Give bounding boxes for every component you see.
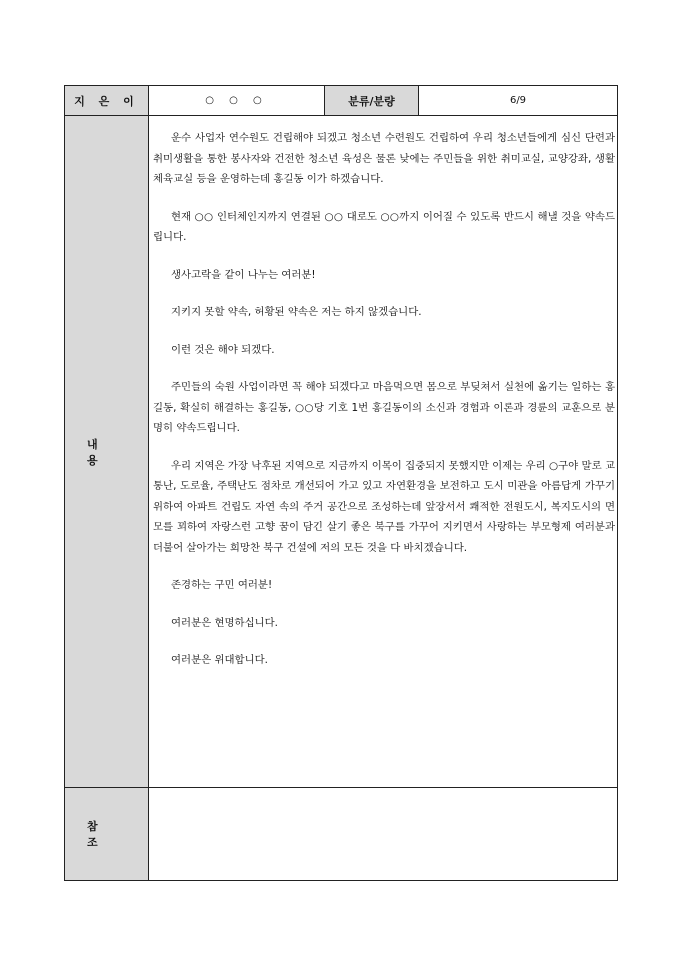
paragraph: 현재 ○○ 인터체인지까지 연결된 ○○ 대로도 ○○까지 이어질 수 있도록 반드시 해낼 것을 약속드립니다. [153, 210, 615, 243]
category-label: 분류/분량 [325, 86, 419, 115]
content-row [65, 116, 617, 788]
author-value: ○ ○ ○ [149, 86, 325, 115]
paragraph: 여러분은 현명하십니다. [171, 616, 278, 629]
paragraph: 여러분은 위대합니다. [171, 654, 268, 666]
paragraph: 이런 것은 해야 되겠다. [171, 343, 275, 356]
paragraph: 운수 사업자 연수원도 건립해야 되겠고 청소년 수련원도 건립하여 우리 청소년들에게 심신 단련과 취미생활을 통한 봉사자와 건전한 청소년 육성은 물론 낮에는 주민들을 위한 취미교실, 교양강좌, 생활 체육교실 등을 운영하는데 홍길동 이가 하겠습니다. [153, 132, 615, 185]
header-row [65, 86, 617, 116]
reference-row [65, 788, 617, 880]
paragraph: 생사고락을 같이 나누는 여러분! [171, 268, 316, 281]
paragraph: 우리 지역은 가장 낙후된 지역으로 지금까지 이목이 집중되지 못했지만 이제는 우리 ○구야 말로 교통난, 도로율, 주택난도 점차로 개선되어 가고 있고 자연환경을 보전하고 도시 미관을 아름답게 가꾸기 위하여 아파트 건립도 자연 속의 주거 공간으로 조성하는데 앞장서서 쾌적한 전원도시, 복지도시의 면모를 꾀하여 자랑스런 고향 꿈이 담긴 살기 좋은 북구를 가꾸어 지키면서 사랑하는 부모형제 여러분과 더불어 살아가는 희망찬 북구 건설에 저의 모든 것을 다 바치겠습니다. [153, 459, 615, 554]
author-label: 지 은 이 [65, 86, 149, 115]
content-label: 내 용 [65, 116, 149, 787]
reference-body [149, 788, 617, 880]
document-table [64, 85, 618, 881]
paragraph: 존경하는 구민 여러분! [171, 579, 273, 591]
paragraph: 주민들의 숙원 사업이라면 꼭 해야 되겠다고 마음먹으면 몸으로 부딪쳐서 실천에 옮기는 일하는 홍길동, 확실히 해결하는 홍길동, ○○당 기호 1번 홍길동이의 소신과 경험과 이론과 경륜의 교훈으로 분명히 약속드립니다. [153, 381, 615, 434]
reference-label: 참 조 [65, 788, 149, 880]
content-body [149, 116, 617, 787]
category-value: 6/9 [509, 95, 527, 106]
paragraph: 지키지 못할 약속, 허황된 약속은 저는 하지 않겠습니다. [171, 306, 422, 318]
